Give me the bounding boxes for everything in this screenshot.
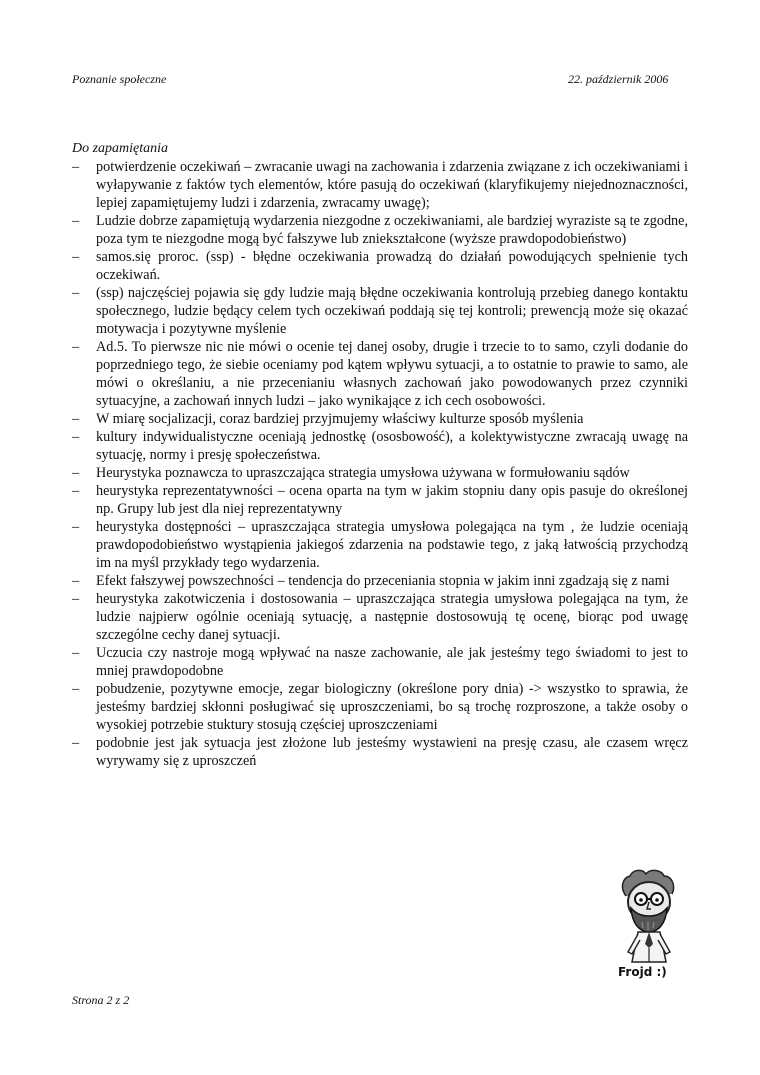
list-item [72, 464, 688, 482]
caricature-signature: Frojd :) [618, 965, 667, 979]
bullet-dash: – [72, 735, 80, 751]
list-item [72, 428, 688, 464]
section-title: Do zapamiętania [72, 141, 169, 156]
list-item [72, 680, 688, 734]
list-item [72, 644, 688, 680]
list-item-text: Uczucia czy nastroje mogą wpływać na nasze zachowanie, ale jak jesteśmy tego świadomi to jest to mniej prawdopodobne [96, 645, 688, 679]
bullet-dash: – [72, 411, 80, 427]
list-item [72, 572, 688, 590]
bullet-dash: – [72, 285, 80, 301]
list-item-text: kultury indywidualistyczne oceniają jednostkę (ososbowość), a kolektywistyczne zwracają uwagę na sytuację, normy i presję społeczeństwa. [96, 429, 688, 463]
bullet-dash: – [72, 249, 80, 265]
list-item-text: W miarę socjalizacji, coraz bardziej przyjmujemy właściwy kulturze sposób myślenia [96, 411, 584, 427]
bullet-dash: – [72, 339, 80, 355]
bullet-dash: – [72, 429, 80, 445]
list-item-text: Heurystyka poznawcza to upraszczająca strategia umysłowa używana w formułowaniu sądów [96, 465, 630, 481]
bullet-dash: – [72, 573, 80, 589]
list-item-text: (ssp) najczęściej pojawia się gdy ludzie mają błędne oczekiwania kontrolują przebieg danego kontaktu społecznego, ludzie będący celem tych oczekiwań poddają się tej kontroli; prewencją może się okazać motywacja i pozytywne myślenie [96, 285, 688, 337]
list-item [72, 338, 688, 410]
list-item [72, 590, 688, 644]
notes-list [72, 158, 688, 770]
list-item-text: pobudzenie, pozytywne emocje, zegar biologiczny (określone pory dnia) -> wszystko to sprawia, że jesteśmy bardziej skłonni posługiwać się uproszczeniami, bo są trochę rozproszone, a także osoby o wysokiej potrzebie stuktury stosują częściej uproszczeniami [96, 681, 688, 733]
bullet-dash: – [72, 645, 80, 661]
bullet-dash: – [72, 591, 80, 607]
bullet-dash: – [72, 483, 80, 499]
page-number: Strona 2 z 2 [72, 993, 130, 1007]
list-item [72, 518, 688, 572]
list-item-text: heurystyka dostępności – upraszczająca strategia umysłowa polegająca na tym , że ludzie oceniają prawdopodobieństwo wystąpienia jakiegoś zdarzenia na podstawie tego, z jaką łatwością przychodzą im na myśl przykłady tego wydarzenia. [96, 519, 688, 571]
bullet-dash: – [72, 465, 80, 481]
list-item-text: potwierdzenie oczekiwań – zwracanie uwagi na zachowania i zdarzenia związane z ich oczekiwaniami i wyłapywanie z faktów tych elementów, które pasują do oczekiwań (klaryfikujemy niejednoznaczności, lepiej zapamiętujemy ludzi i zdarzenia, zwracamy uwagę); [96, 159, 688, 211]
bullet-dash: – [72, 519, 80, 535]
list-item-text: heurystyka zakotwiczenia i dostosowania – upraszczająca strategia umysłowa polegająca na tym, że ludzie najpierw ogólnie oceniają sytuację, a następnie dostosowują tę ocenę, biorąc pod uwagę szczególne cechy danej sytuacji. [96, 591, 688, 643]
header-date: 22. październik 2006 [568, 72, 669, 86]
list-item [72, 212, 688, 248]
header-course-title: Poznanie społeczne [72, 72, 167, 86]
list-item-text: Ludzie dobrze zapamiętują wydarzenia niezgodne z oczekiwaniami, ale bardziej wyraziste są te zgodne, poza tym te niezgodne mogą być fałszywe lub zniekształcone (wyższe prawdopodobieństwo) [96, 213, 688, 247]
list-item-text: Ad.5. To pierwsze nic nie mówi o ocenie tej danej osoby, drugie i trzecie to to samo, czyli dodanie do poprzedniego tego, że siebie oceniamy pod kątem wpływu sytuacji, a to ostatnie to prawie to samo, ale mówi o określaniu, a nie przecenianiu własnych zachowań jako powodowanych przez czynniki sytuacyjne, a zachowań innych ludzi – jako wynikające z ich cech osobowości. [96, 339, 688, 409]
list-item [72, 482, 688, 518]
bullet-dash: – [72, 159, 80, 175]
list-item-text: Efekt fałszywej powszechności – tendencja do przeceniania stopnia w jakim inni zgadzają się z nami [96, 573, 670, 589]
list-item-text: podobnie jest jak sytuacja jest złożone lub jesteśmy wystawieni na presję czasu, ale czasem wręcz wyrywamy się z uproszczeń [96, 735, 688, 769]
list-item-text: heurystyka reprezentatywności – ocena oparta na tym w jakim stopniu dany opis pasuje do określonej np. Grupy lub jest dla niej reprezentatywny [96, 483, 688, 517]
bullet-dash: – [72, 681, 80, 697]
list-item [72, 158, 688, 212]
list-item [72, 410, 688, 428]
list-item [72, 248, 688, 284]
list-item [72, 284, 688, 338]
bullet-dash: – [72, 213, 80, 229]
list-item-text: samos.się proroc. (ssp) - błędne oczekiwania prowadzą do działań powodujących spełnienie tych oczekiwań. [96, 249, 688, 283]
freud-caricature-image [612, 866, 688, 982]
list-item [72, 734, 688, 770]
